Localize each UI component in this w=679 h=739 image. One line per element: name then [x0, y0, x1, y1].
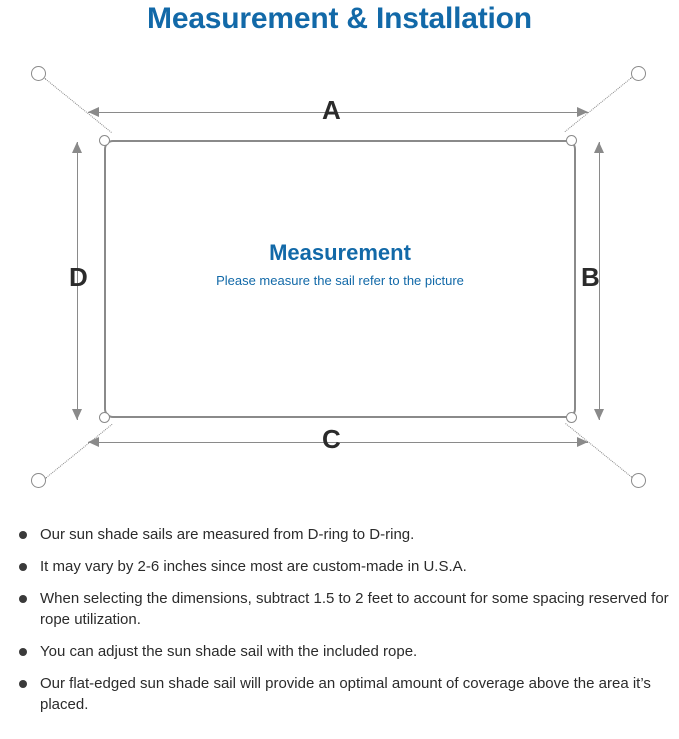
anchor-point-bottom-left-icon [31, 473, 46, 488]
sail-measurement-subtitle: Please measure the sail refer to the picture [216, 273, 464, 288]
note-text: When selecting the dimensions, subtract 1.5 to 2 feet to account for some spacing reserved for rope utilization. [40, 590, 669, 628]
anchor-point-bottom-right-icon [631, 473, 646, 488]
arrow-head-down-icon [594, 409, 604, 420]
dimension-label-b: B [581, 262, 600, 292]
note-text: It may vary by 2-6 inches since most are custom-made in U.S.A. [40, 558, 467, 575]
bullet-icon [19, 531, 27, 539]
d-ring-bottom-right-icon [566, 412, 577, 423]
arrow-head-up-icon [72, 142, 82, 153]
sail-measurement-diagram [0, 48, 679, 518]
rope-line-bottom-right [565, 423, 632, 478]
note-text: Our flat-edged sun shade sail will provide an optimal amount of coverage above the area it’s placed. [40, 675, 651, 713]
list-item [12, 556, 672, 577]
sail-label-group [104, 238, 576, 294]
arrow-head-left-icon [88, 107, 99, 117]
list-item [12, 673, 672, 715]
rope-line-top-left [44, 78, 111, 133]
d-ring-top-left-icon [99, 135, 110, 146]
arrow-head-up-icon [594, 142, 604, 153]
note-text: You can adjust the sun shade sail with the included rope. [40, 643, 418, 660]
d-ring-top-right-icon [566, 135, 577, 146]
list-item [12, 641, 672, 662]
bullet-icon [19, 648, 27, 656]
list-item [12, 588, 672, 630]
note-text: Our sun shade sails are measured from D-ring to D-ring. [40, 526, 415, 543]
d-ring-bottom-left-icon [99, 412, 110, 423]
dimension-label-d: D [69, 262, 88, 292]
anchor-point-top-right-icon [631, 66, 646, 81]
bullet-icon [19, 595, 27, 603]
dimension-label-c: C [322, 424, 341, 454]
list-item [12, 524, 672, 545]
arrow-head-down-icon [72, 409, 82, 420]
anchor-point-top-left-icon [31, 66, 46, 81]
dimension-label-a: A [322, 95, 341, 125]
rope-line-top-right [565, 77, 632, 132]
notes-list [12, 524, 672, 726]
arrow-head-right-icon [577, 107, 588, 117]
arrow-head-right-icon [577, 437, 588, 447]
bullet-icon [19, 680, 27, 688]
rope-line-bottom-left [45, 424, 112, 479]
page-title: Measurement & Installation [147, 2, 532, 35]
sail-measurement-title: Measurement [269, 240, 411, 265]
bullet-icon [19, 563, 27, 571]
arrow-head-left-icon [88, 437, 99, 447]
